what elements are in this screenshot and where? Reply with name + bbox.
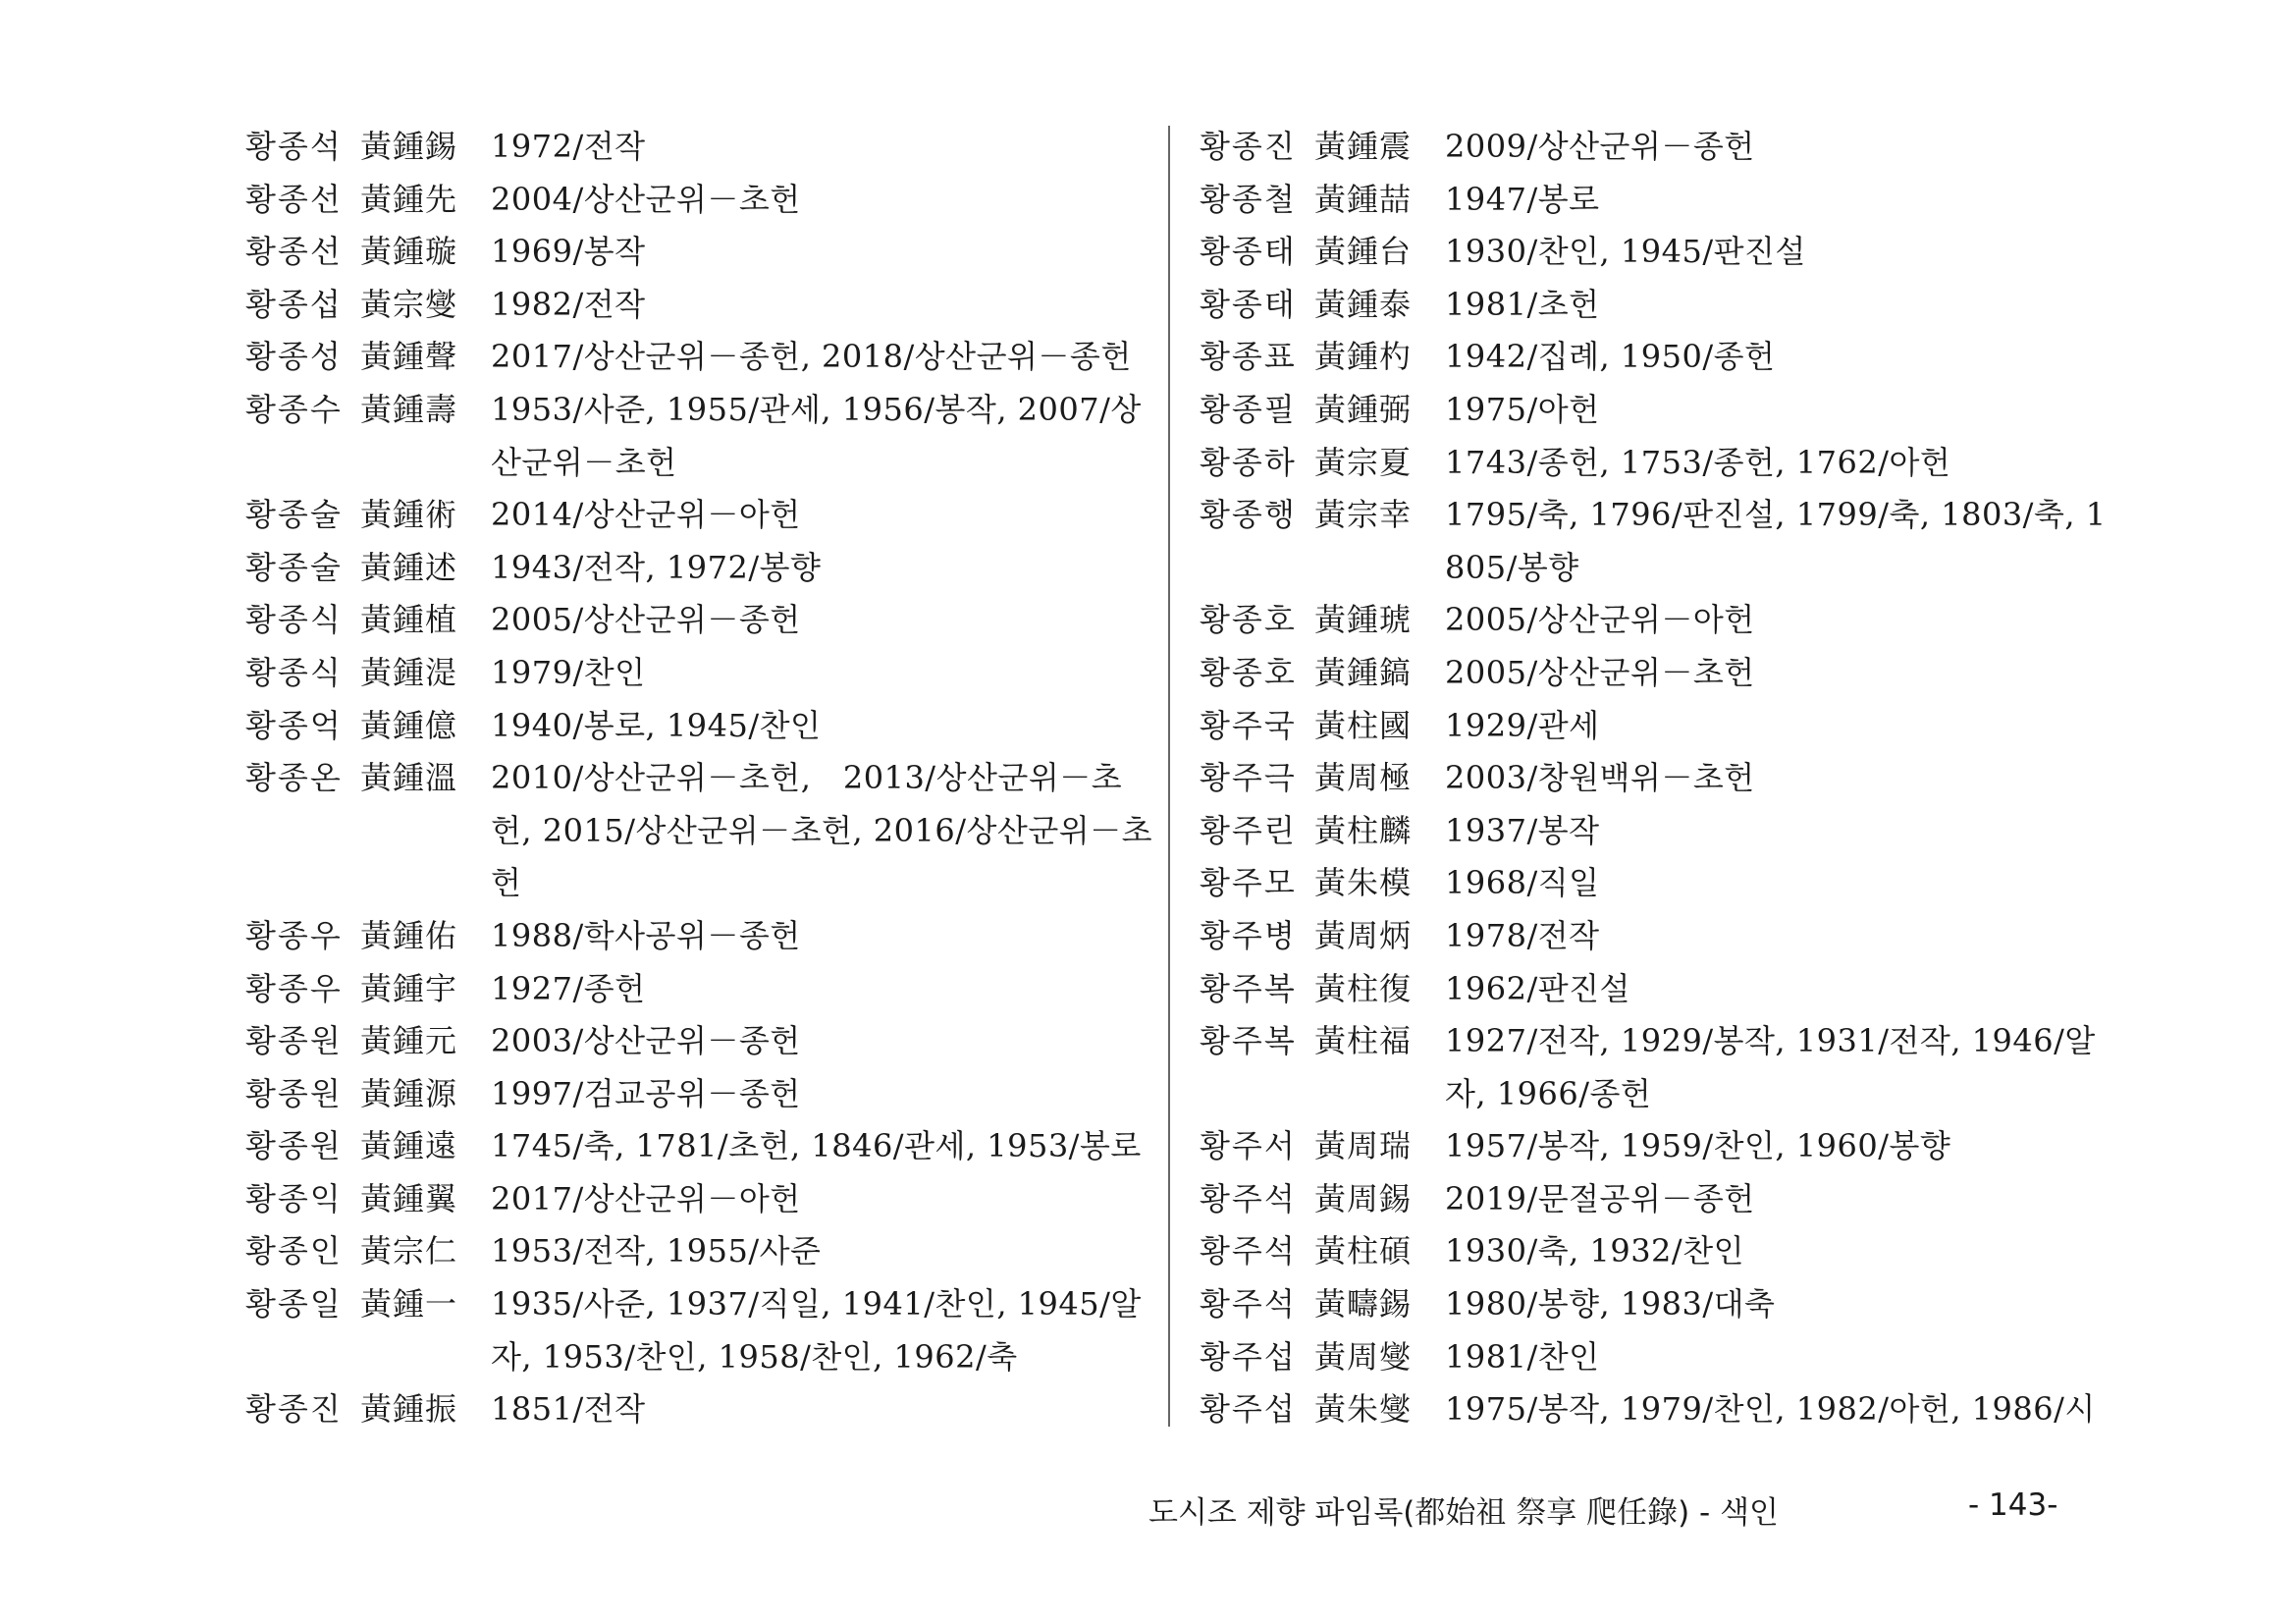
- entry-name-hanja: 黃周錫: [1314, 1179, 1413, 1217]
- index-entry: [245, 647, 1158, 700]
- index-entry: [245, 121, 1158, 174]
- entry-name-hanja: 黃鍾佑: [360, 916, 458, 954]
- index-entry: [1200, 174, 2112, 227]
- entry-name-hanja: 黃鍾鎬: [1314, 653, 1413, 691]
- entry-name-hangul: 황주섭: [1200, 1390, 1297, 1429]
- entry-name-hangul: 황종일: [245, 1285, 343, 1324]
- index-entry: [245, 174, 1158, 227]
- index-entry: [245, 1120, 1158, 1173]
- entry-records: 1975/봉작, 1979/찬인, 1982/아헌, 1986/시: [1445, 1390, 2096, 1429]
- entry-name-hangul: 황주복: [1200, 969, 1297, 1007]
- entry-name-hangul: 황종술: [245, 548, 343, 586]
- entry-name-hanja: 黃鍾台: [1314, 233, 1413, 271]
- index-entry: [245, 700, 1158, 753]
- entry-name-hanja: 黃鍾元: [360, 1022, 458, 1060]
- entry-name-hangul: 황종진: [245, 1390, 343, 1429]
- entry-name-hanja: 黃鍾琥: [1314, 601, 1413, 639]
- entry-records: 2005/상산군위－종헌: [491, 601, 801, 639]
- footer-title: 도시조 제향 파임록(都始祖 祭享 爬任錄) - 색인: [1148, 1495, 1779, 1531]
- entry-records: 1969/봉작: [491, 233, 646, 271]
- entry-name-hanja: 黃鍾植: [360, 601, 458, 639]
- entry-name-hanja: 黃周瑞: [1314, 1127, 1413, 1165]
- index-entry: [1200, 963, 2112, 1016]
- entry-name-hanja: 黃鍾述: [360, 548, 458, 586]
- entry-name-hangul: 황종식: [245, 653, 343, 691]
- entry-name-hanja: 黃柱國: [1314, 706, 1413, 744]
- entry-name-hanja: 黃鍾震: [1314, 128, 1413, 165]
- entry-name-hangul: 황종우: [245, 969, 343, 1007]
- entry-name-hanja: 黃柱麟: [1314, 811, 1413, 849]
- index-entry: [245, 226, 1158, 279]
- entry-name-hanja: 黃宗仁: [360, 1232, 458, 1270]
- entry-records: 1981/초헌: [1445, 285, 1600, 323]
- index-entry: [1200, 1383, 2112, 1436]
- entry-name-hanja: 黃鍾壽: [360, 390, 458, 428]
- entry-name-hanja: 黃鍾湜: [360, 653, 458, 691]
- entry-name-hangul: 황종온: [245, 759, 343, 797]
- entry-name-hanja: 黃鍾璇: [360, 233, 458, 271]
- entry-name-hanja: 黃朱模: [1314, 864, 1413, 902]
- entry-records: 1851/전작: [491, 1390, 646, 1429]
- entry-name-hanja: 黃鍾億: [360, 706, 458, 744]
- entry-name-hanja: 黃宗夏: [1314, 443, 1413, 481]
- index-entry: [245, 331, 1158, 384]
- index-entry: [1200, 1120, 2112, 1173]
- entry-records: 1979/찬인: [491, 653, 646, 691]
- entry-name-hangul: 황종하: [1200, 443, 1297, 481]
- entry-name-hanja: 黃鍾弼: [1314, 390, 1413, 428]
- entry-name-hanja: 黃柱福: [1314, 1022, 1413, 1060]
- entry-name-hanja: 黃鍾泰: [1314, 285, 1413, 323]
- index-entry: [1200, 857, 2112, 910]
- index-entry: [245, 963, 1158, 1016]
- entry-name-hangul: 황종행: [1200, 496, 1297, 534]
- entry-name-hanja: 黃鍾杓: [1314, 338, 1413, 376]
- index-entry: [245, 542, 1158, 595]
- entry-name-hangul: 황종원: [245, 1127, 343, 1165]
- index-entry: [1200, 700, 2112, 753]
- column-divider: [1168, 126, 1170, 1427]
- index-entry: [245, 910, 1158, 963]
- index-entry: [245, 1383, 1158, 1436]
- index-entry: [245, 279, 1158, 332]
- index-entry: [245, 1173, 1158, 1226]
- index-entry: [1200, 1278, 2112, 1331]
- entry-records: 2017/상산군위－아헌: [491, 1179, 801, 1217]
- entry-records: 2004/상산군위－초헌: [491, 180, 801, 218]
- index-entry: [1200, 1173, 2112, 1226]
- entry-name-hanja: 黃柱復: [1314, 969, 1413, 1007]
- entry-records: 1943/전작, 1972/봉향: [491, 548, 822, 586]
- index-entry: [1200, 121, 2112, 174]
- entry-name-hangul: 황종선: [245, 233, 343, 271]
- entry-name-hanja: 黃鍾溫: [360, 759, 458, 797]
- entry-name-hangul: 황종우: [245, 916, 343, 954]
- entry-name-hangul: 황종식: [245, 601, 343, 639]
- entry-name-hangul: 황종선: [245, 180, 343, 218]
- index-entry: [245, 1278, 1158, 1383]
- entry-name-hangul: 황주모: [1200, 864, 1297, 902]
- entry-name-hangul: 황주석: [1200, 1232, 1297, 1270]
- entry-name-hangul: 황주섭: [1200, 1337, 1297, 1376]
- entry-name-hangul: 황주국: [1200, 706, 1297, 744]
- index-entry: [245, 1225, 1158, 1278]
- index-entry: [1200, 1225, 2112, 1278]
- index-entry: [1200, 647, 2112, 700]
- entry-name-hanja: 黃鍾一: [360, 1285, 458, 1324]
- entry-name-hangul: 황주복: [1200, 1022, 1297, 1060]
- entry-name-hangul: 황종원: [245, 1022, 343, 1060]
- index-column-right: [1200, 121, 2112, 1436]
- index-entry: [245, 489, 1158, 542]
- entry-records: 1981/찬인: [1445, 1337, 1600, 1376]
- entry-records: 1937/봉작: [1445, 811, 1600, 849]
- entry-records: 1968/직일: [1445, 864, 1600, 902]
- entry-name-hangul: 황종섭: [245, 285, 343, 323]
- entry-name-hanja: 黃鍾源: [360, 1074, 458, 1112]
- entry-name-hangul: 황주극: [1200, 759, 1297, 797]
- entry-records: 1978/전작: [1445, 916, 1600, 954]
- entry-records: 1930/찬인, 1945/판진설: [1445, 233, 1806, 271]
- index-entry: [1200, 279, 2112, 332]
- entry-records: 2017/상산군위－종헌, 2018/상산군위－종헌: [491, 338, 1132, 376]
- entry-records: 2009/상산군위－종헌: [1445, 128, 1755, 165]
- index-entry: [1200, 1015, 2112, 1120]
- entry-records: 1947/봉로: [1445, 180, 1600, 218]
- entry-name-hangul: 황주린: [1200, 811, 1297, 849]
- entry-name-hanja: 黃宗幸: [1314, 496, 1413, 534]
- entry-records: 1972/전작: [491, 128, 646, 165]
- entry-records: 2003/상산군위－종헌: [491, 1022, 801, 1060]
- entry-name-hanja: 黃鍾聲: [360, 338, 458, 376]
- entry-name-hanja: 黃鍾振: [360, 1390, 458, 1429]
- index-entry: [245, 752, 1158, 910]
- entry-records: 1975/아헌: [1445, 390, 1600, 428]
- entry-name-hanja: 黃鍾錫: [360, 128, 458, 165]
- index-entry: [1200, 384, 2112, 437]
- entry-records: 1962/판진설: [1445, 969, 1630, 1007]
- index-entry: [245, 594, 1158, 647]
- entry-name-hangul: 황종인: [245, 1232, 343, 1270]
- index-entry: [245, 1015, 1158, 1068]
- index-entry: [1200, 1331, 2112, 1384]
- entry-name-hangul: 황종호: [1200, 601, 1297, 639]
- entry-records: 1927/전작, 1929/봉작, 1931/전작, 1946/알자, 1966/종헌: [1445, 1022, 2096, 1112]
- entry-name-hangul: 황주석: [1200, 1285, 1297, 1324]
- entry-records: 1997/검교공위－종헌: [491, 1074, 801, 1112]
- entry-records: 2005/상산군위－아헌: [1445, 601, 1755, 639]
- index-entry: [1200, 910, 2112, 963]
- entry-records: 2019/문절공위－종헌: [1445, 1179, 1755, 1217]
- entry-name-hangul: 황주석: [1200, 1179, 1297, 1217]
- entry-name-hanja: 黃宗燮: [360, 285, 458, 323]
- entry-name-hangul: 황종술: [245, 496, 343, 534]
- index-entry: [1200, 226, 2112, 279]
- entry-name-hangul: 황종억: [245, 706, 343, 744]
- entry-name-hanja: 黃疇錫: [1314, 1285, 1413, 1324]
- entry-records: 1930/축, 1932/찬인: [1445, 1232, 1745, 1270]
- entry-name-hangul: 황종수: [245, 390, 343, 428]
- entry-name-hanja: 黃朱燮: [1314, 1390, 1413, 1429]
- entry-records: 1745/축, 1781/초헌, 1846/관세, 1953/봉로: [491, 1127, 1142, 1165]
- index-entry: [1200, 331, 2112, 384]
- entry-records: 1927/종헌: [491, 969, 646, 1007]
- entry-name-hangul: 황종태: [1200, 233, 1297, 271]
- index-entry: [245, 384, 1158, 489]
- entry-name-hanja: 黃鍾遠: [360, 1127, 458, 1165]
- entry-name-hanja: 黃柱碩: [1314, 1232, 1413, 1270]
- entry-name-hanja: 黃鍾翼: [360, 1179, 458, 1217]
- page-number: - 143-: [1968, 1487, 2058, 1523]
- entry-name-hanja: 黃鍾術: [360, 496, 458, 534]
- entry-records: 1940/봉로, 1945/찬인: [491, 706, 822, 744]
- entry-name-hangul: 황주서: [1200, 1127, 1297, 1165]
- entry-name-hangul: 황종진: [1200, 128, 1297, 165]
- entry-name-hangul: 황종태: [1200, 285, 1297, 323]
- index-entry: [1200, 752, 2112, 805]
- entry-records: 1795/축, 1796/판진설, 1799/축, 1803/축, 1805/봉향: [1445, 496, 2107, 586]
- entry-name-hangul: 황종철: [1200, 180, 1297, 218]
- entry-records: 1953/사준, 1955/관세, 1956/봉작, 2007/상산군위－초헌: [491, 390, 1142, 481]
- entry-name-hangul: 황주병: [1200, 916, 1297, 954]
- entry-records: 2010/상산군위－초헌, 2013/상산군위－초헌, 2015/상산군위－초헌, 2016/상산군위－초헌: [491, 759, 1153, 902]
- entry-name-hangul: 황종표: [1200, 338, 1297, 376]
- entry-records: 1957/봉작, 1959/찬인, 1960/봉향: [1445, 1127, 1951, 1165]
- entry-records: 1982/전작: [491, 285, 646, 323]
- entry-records: 1953/전작, 1955/사준: [491, 1232, 822, 1270]
- index-entry: [1200, 489, 2112, 594]
- entry-name-hanja: 黃周炳: [1314, 916, 1413, 954]
- entry-records: 2014/상산군위－아헌: [491, 496, 801, 534]
- entry-records: 2003/창원백위－초헌: [1445, 759, 1755, 797]
- index-column-left: [245, 121, 1158, 1436]
- entry-records: 1988/학사공위－종헌: [491, 916, 801, 954]
- entry-name-hangul: 황종필: [1200, 390, 1297, 428]
- entry-name-hangul: 황종원: [245, 1074, 343, 1112]
- entry-name-hanja: 黃周燮: [1314, 1337, 1413, 1376]
- entry-name-hanja: 黃鍾宇: [360, 969, 458, 1007]
- index-entry: [1200, 594, 2112, 647]
- entry-name-hanja: 黃鍾喆: [1314, 180, 1413, 218]
- index-entry: [1200, 437, 2112, 490]
- entry-name-hanja: 黃鍾先: [360, 180, 458, 218]
- entry-name-hangul: 황종성: [245, 338, 343, 376]
- entry-records: 1980/봉향, 1983/대축: [1445, 1285, 1776, 1324]
- entry-records: 1743/종헌, 1753/종헌, 1762/아헌: [1445, 443, 1951, 481]
- index-entry: [1200, 805, 2112, 858]
- entry-records: 2005/상산군위－초헌: [1445, 653, 1755, 691]
- entry-name-hanja: 黃周極: [1314, 759, 1413, 797]
- entry-name-hangul: 황종석: [245, 128, 343, 165]
- entry-name-hangul: 황종익: [245, 1179, 343, 1217]
- entry-records: 1935/사준, 1937/직일, 1941/찬인, 1945/알자, 1953/찬인, 1958/찬인, 1962/축: [491, 1285, 1142, 1376]
- index-entry: [245, 1068, 1158, 1121]
- entry-records: 1929/관세: [1445, 706, 1600, 744]
- entry-records: 1942/집례, 1950/종헌: [1445, 338, 1776, 376]
- entry-name-hangul: 황종호: [1200, 653, 1297, 691]
